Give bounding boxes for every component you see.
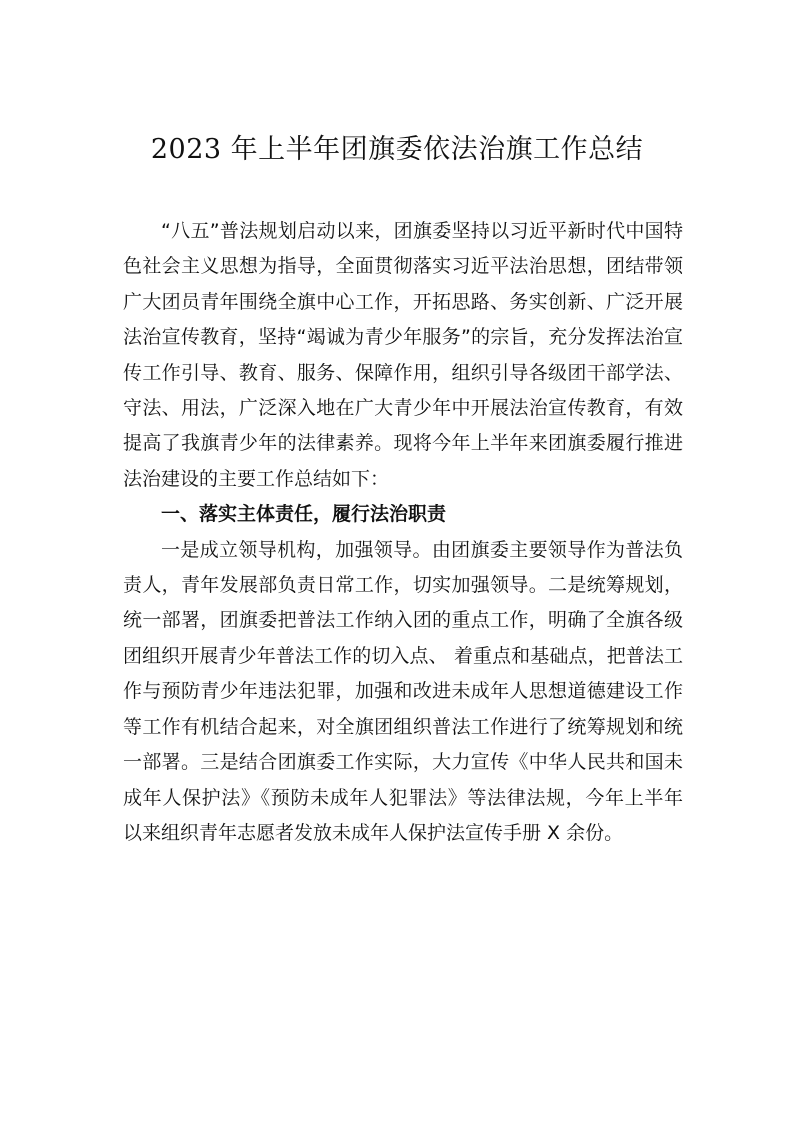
section-paragraph: 一是成立领导机构，加强领导。由团旗委主要领导作为普法负责人，青年发展部负责日常工作，切实加强领导。二是统筹规划，统一部署，团旗委把普法工作纳入团的重点工作，明确了全旗各级团组织开展青少年普法工作的切入点、 着重点和基础点，把普法工作与预防青少年违法犯罪，加强和改进未成年人思想道德建设工作等工作有机结合起来，对全旗团组织普法工作进行了统筹规划和统一部署。三是结合团旗委工作实际，大力宣传《中华人民共和国未成年人保护法》《预防未成年人犯罪法》等法律法规，今年上半年以来组织青年志愿者发放未成年人保护法宣传手册 X 余份。 bbox=[123, 538, 683, 844]
document-body bbox=[123, 214, 683, 851]
document-title: 2023 年上半年团旗委依法治旗工作总结 bbox=[150, 134, 644, 165]
section-heading: 一、落实主体责任，履行法治职责 bbox=[161, 503, 447, 526]
intro-paragraph: “八五”普法规划启动以来，团旗委坚持以习近平新时代中国特色社会主义思想为指导，全面贯彻落实习近平法治思想，团结带领广大团员青年围绕全旗中心工作，开拓思路、务实创新、广泛开展法治宣传教育，坚持“竭诚为青少年服务”的宗旨，充分发挥法治宣传工作引导、教育、服务、保障作用，组织引导各级团干部学法、守法、用法，广泛深入地在广大青少年中开展法治宣传教育，有效提高了我旗青少年的法律素养。现将今年上半年来团旗委履行推进法治建设的主要工作总结如下： bbox=[123, 220, 683, 490]
